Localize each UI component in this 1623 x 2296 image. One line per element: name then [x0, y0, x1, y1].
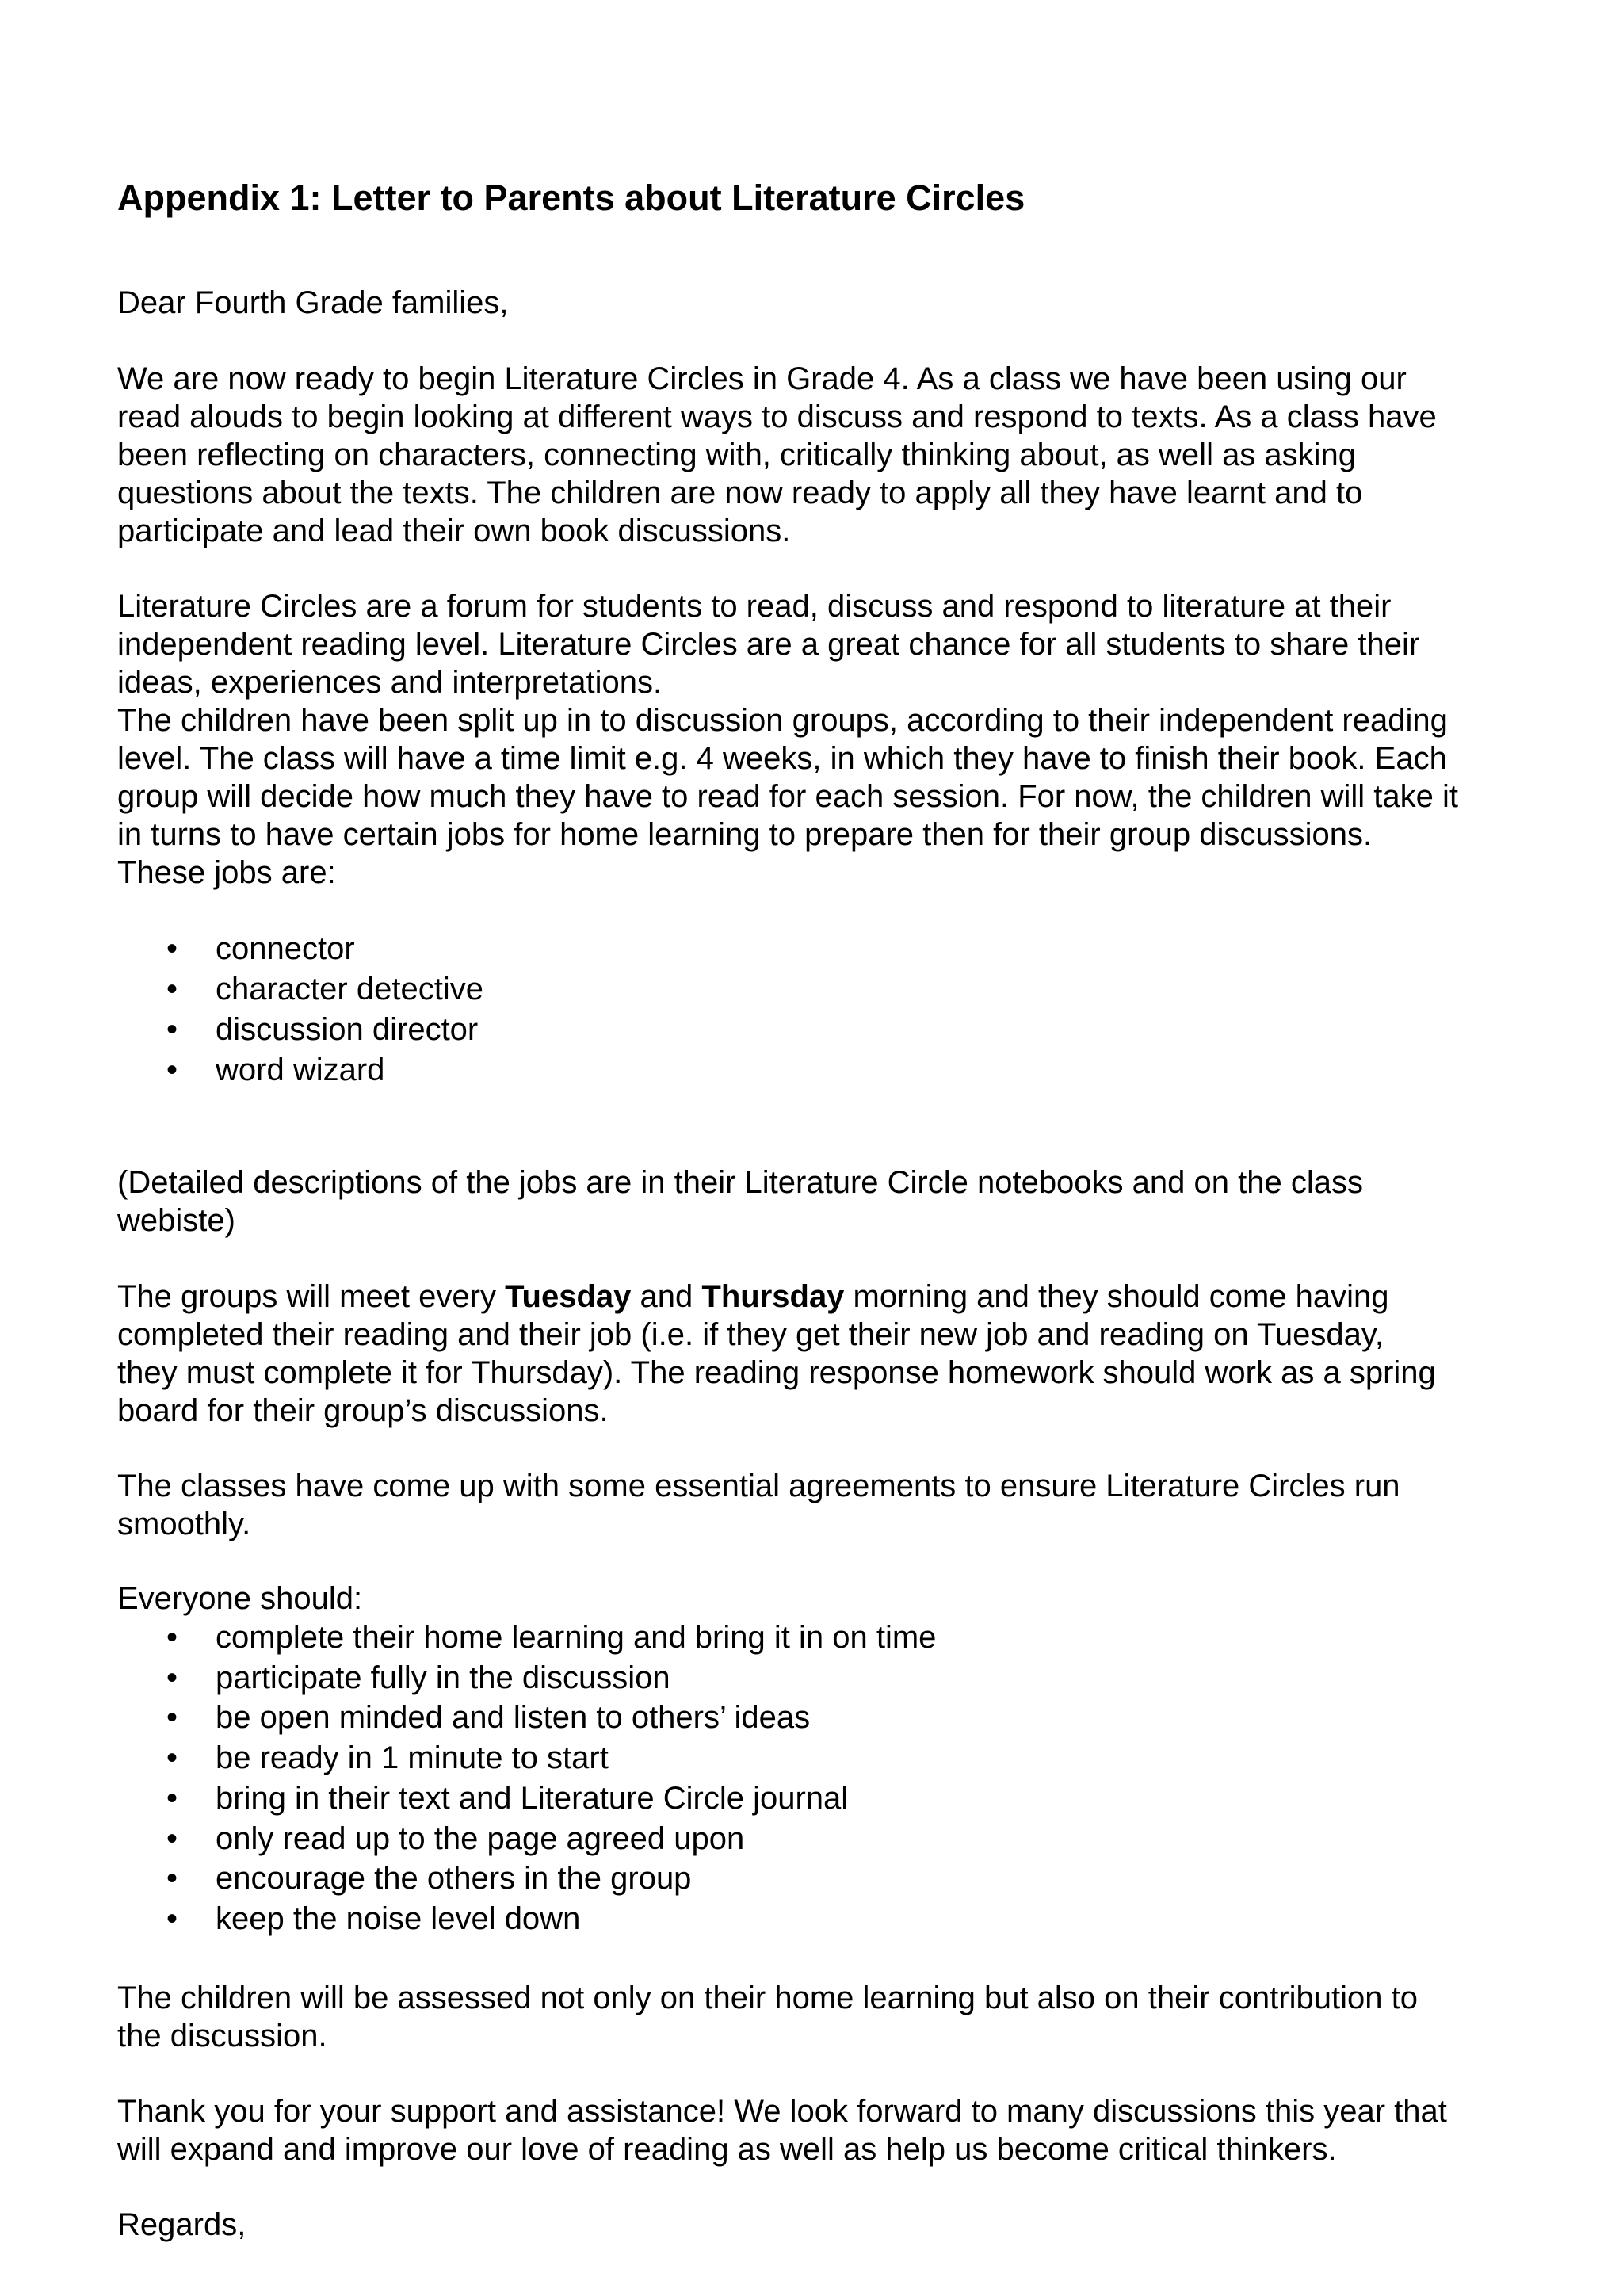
text-line: smoothly. [117, 1507, 251, 1541]
text-line: completed their reading and their job (i.e. if they get their new job and reading on Tuesday, [117, 1317, 1384, 1352]
text-line: The children will be assessed not only on their home learning but also on their contribution to [117, 1981, 1418, 2015]
text-line: level. The class will have a time limit e.g. 4 weeks, in which they have to finish their book. Each [117, 741, 1447, 776]
bullet-icon: • [166, 1620, 178, 1655]
everyone-should-label: Everyone should: [117, 1581, 363, 1616]
bullet-icon: • [166, 931, 178, 966]
list-item: • word wizard [117, 1050, 483, 1091]
list-item: • complete their home learning and bring it in on time [117, 1618, 936, 1658]
text-line: The children have been split up in to discussion groups, according to their independent reading [117, 703, 1448, 738]
text-line: ideas, experiences and interpretations. [117, 665, 663, 700]
list-item: • be ready in 1 minute to start [117, 1738, 936, 1778]
assessment-paragraph [117, 1979, 1528, 2055]
tuesday-label: Tuesday [505, 1279, 632, 1314]
greeting: Dear Fourth Grade families, [117, 285, 509, 320]
list-item: • character detective [117, 969, 483, 1010]
closing: Regards, [117, 2207, 246, 2242]
thursday-label: Thursday [701, 1279, 845, 1314]
list-item: • be open minded and listen to others’ ideas [117, 1698, 936, 1738]
text-line: These jobs are: [117, 855, 336, 890]
text-line: questions about the texts. The children are now ready to apply all they have learnt and to [117, 476, 1363, 510]
text-line: (Detailed descriptions of the jobs are in their Literature Circle notebooks and on the class [117, 1165, 1363, 1200]
list-item: • participate fully in the discussion [117, 1658, 936, 1698]
list-item: • bring in their text and Literature Circle journal [117, 1778, 936, 1819]
bullet-icon: • [166, 972, 178, 1007]
bullet-icon: • [166, 1820, 178, 1856]
page-title: Appendix 1: Letter to Parents about Literature Circles [117, 178, 1025, 218]
bullet-icon: • [166, 1700, 178, 1736]
literature-circles-paragraph [117, 587, 1528, 892]
bullet-icon: • [166, 1861, 178, 1897]
bullet-icon: • [166, 1012, 178, 1047]
bullet-icon: • [166, 1660, 178, 1695]
text-line: independent reading level. Literature Circles are a great chance for all students to share their [117, 627, 1420, 662]
agreements-list [117, 1618, 936, 1939]
text-line: Literature Circles are a forum for students to read, discuss and respond to literature at their [117, 589, 1392, 624]
list-item: • only read up to the page agreed upon [117, 1819, 936, 1859]
bullet-icon: • [166, 1901, 178, 1936]
job-descriptions-note [117, 1163, 1528, 1240]
list-item: • encourage the others in the group [117, 1859, 936, 1899]
text-line: they must complete it for Thursday). The reading response homework should work as a spring [117, 1355, 1436, 1390]
list-item: • keep the noise level down [117, 1899, 936, 1939]
list-item: • discussion director [117, 1010, 483, 1050]
bullet-icon: • [166, 1052, 178, 1087]
text-line: read alouds to begin looking at different ways to discuss and respond to texts. As a class have [117, 399, 1437, 434]
meeting-schedule-paragraph [117, 1278, 1528, 1430]
text-line: board for their group’s discussions. [117, 1393, 609, 1428]
text-line: will expand and improve our love of reading as well as help us become critical thinkers. [117, 2132, 1337, 2167]
text-line: the discussion. [117, 2019, 327, 2053]
list-item: • connector [117, 929, 483, 969]
intro-paragraph [117, 360, 1528, 550]
text-line: We are now ready to begin Literature Circles in Grade 4. As a class we have been using our [117, 361, 1407, 396]
text-line: webiste) [117, 1203, 235, 1238]
bullet-icon: • [166, 1780, 178, 1816]
text-line: group will decide how much they have to read for each session. For now, the children will take it [117, 779, 1458, 814]
text-line: participate and lead their own book discussions. [117, 514, 791, 548]
agreements-intro-paragraph [117, 1467, 1528, 1543]
text-line: The groups will meet every Tuesday and Thursday morning and they should come having [117, 1279, 1389, 1314]
thank-you-paragraph [117, 2092, 1528, 2168]
text-line: been reflecting on characters, connecting with, critically thinking about, as well as asking [117, 437, 1357, 472]
text-line: in turns to have certain jobs for home learning to prepare then for their group discussions. [117, 817, 1373, 852]
bullet-icon: • [166, 1740, 178, 1776]
text-line: Thank you for your support and assistance! We look forward to many discussions this year that [117, 2094, 1447, 2129]
jobs-list [117, 929, 483, 1091]
text-line: The classes have come up with some essential agreements to ensure Literature Circles run [117, 1469, 1400, 1503]
